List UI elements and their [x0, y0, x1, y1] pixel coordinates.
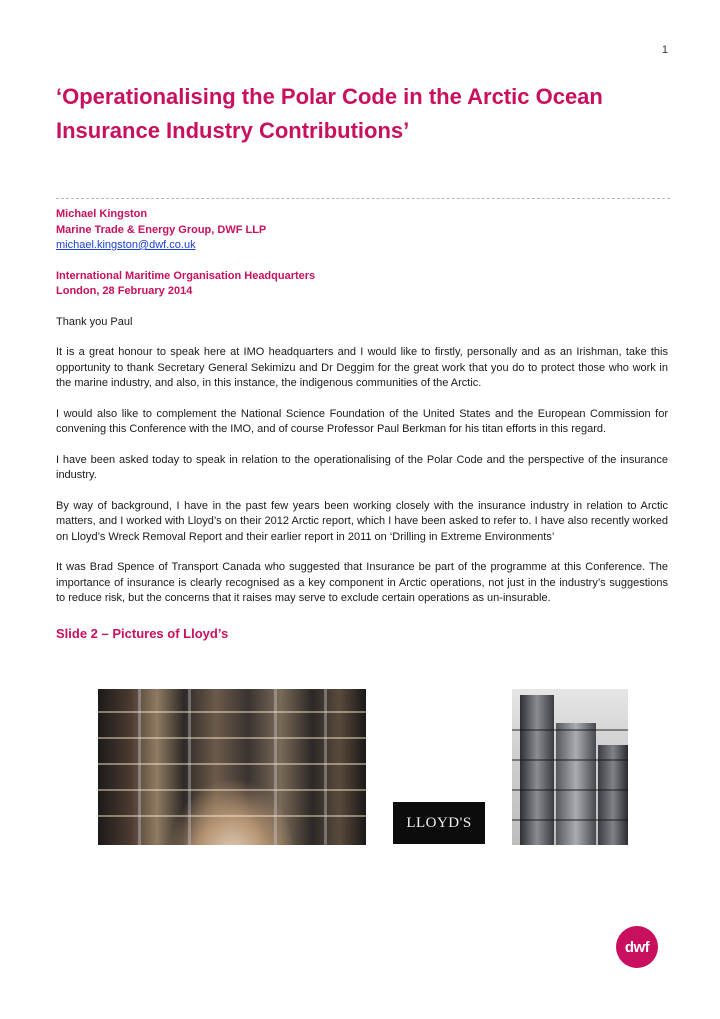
atrium-column — [138, 689, 141, 845]
paragraph: It was Brad Spence of Transport Canada who suggested that Insurance be part of the programme at this Conference. The importance of insurance is clearly recognised as a key component in Arctic operations, not just in the industry’s suggestions to reduce risk, but the concerns that it raises may serve to exclude certain operations as un-insurable. — [56, 561, 668, 604]
venue-place-date: London, 28 February 2014 — [56, 285, 193, 297]
divider — [56, 198, 670, 199]
building-floor-line — [512, 819, 628, 821]
paragraph: Thank you Paul — [56, 315, 133, 328]
lloyds-logo: LLOYD'S — [393, 802, 485, 844]
lloyds-building-photo — [512, 689, 628, 845]
building-tower — [556, 723, 596, 845]
building-floor-line — [512, 789, 628, 791]
document-body — [56, 207, 668, 641]
atrium-column — [274, 689, 277, 845]
building-floor-line — [512, 729, 628, 731]
paragraph: I would also like to complement the National Science Foundation of the United States and the European Commission for convening this Conference with the IMO, and of course Professor Paul Berkman for his titan efforts in this regard. — [56, 407, 668, 435]
venue-block — [56, 269, 668, 300]
author-name: Michael Kingston — [56, 208, 148, 220]
slide-heading: Slide 2 – Pictures of Lloyd’s — [56, 625, 229, 641]
title-line-2: Insurance Industry Contributions’ — [56, 118, 410, 143]
atrium-column — [188, 689, 191, 845]
paragraph: By way of background, I have in the past few years been working closely with the insurance industry in relation to Arctic matters, and I worked with Lloyd’s on their 2012 Arctic report, which I have been asked to refer to. I have also recently worked on Lloyd’s Wreck Removal Report and their earlier report in 2011 on ‘Drilling in Extreme Environments’ — [56, 499, 668, 543]
venue-name: International Maritime Organisation Headquarters — [56, 269, 316, 282]
dwf-logo: dwf — [616, 926, 658, 968]
page-number: 1 — [661, 44, 668, 56]
lloyds-atrium-photo — [98, 689, 366, 845]
building-tower — [520, 695, 554, 845]
paragraph: It is a great honour to speak here at IMO headquarters and I would like to firstly, personally and as an Irishman, take this opportunity to thank Secretary General Sekimizu and Dr Deggim for the great work that you do to protect those who work in the marine industry, and also, in this instance, the indigenous communities of the Arctic. — [56, 346, 668, 389]
author-group: Marine Trade & Energy Group, DWF LLP — [56, 223, 267, 236]
building-floor-line — [512, 759, 628, 761]
author-block — [56, 207, 668, 254]
atrium-column — [324, 689, 327, 845]
title-line-1: ‘Operationalising the Polar Code in the Arctic Ocean — [56, 84, 603, 109]
paragraph: I have been asked today to speak in relation to the operationalising of the Polar Code and the perspective of the insurance industry. — [56, 453, 668, 481]
author-email-link[interactable]: michael.kingston@dwf.co.uk — [56, 239, 196, 251]
document-title — [56, 80, 676, 148]
